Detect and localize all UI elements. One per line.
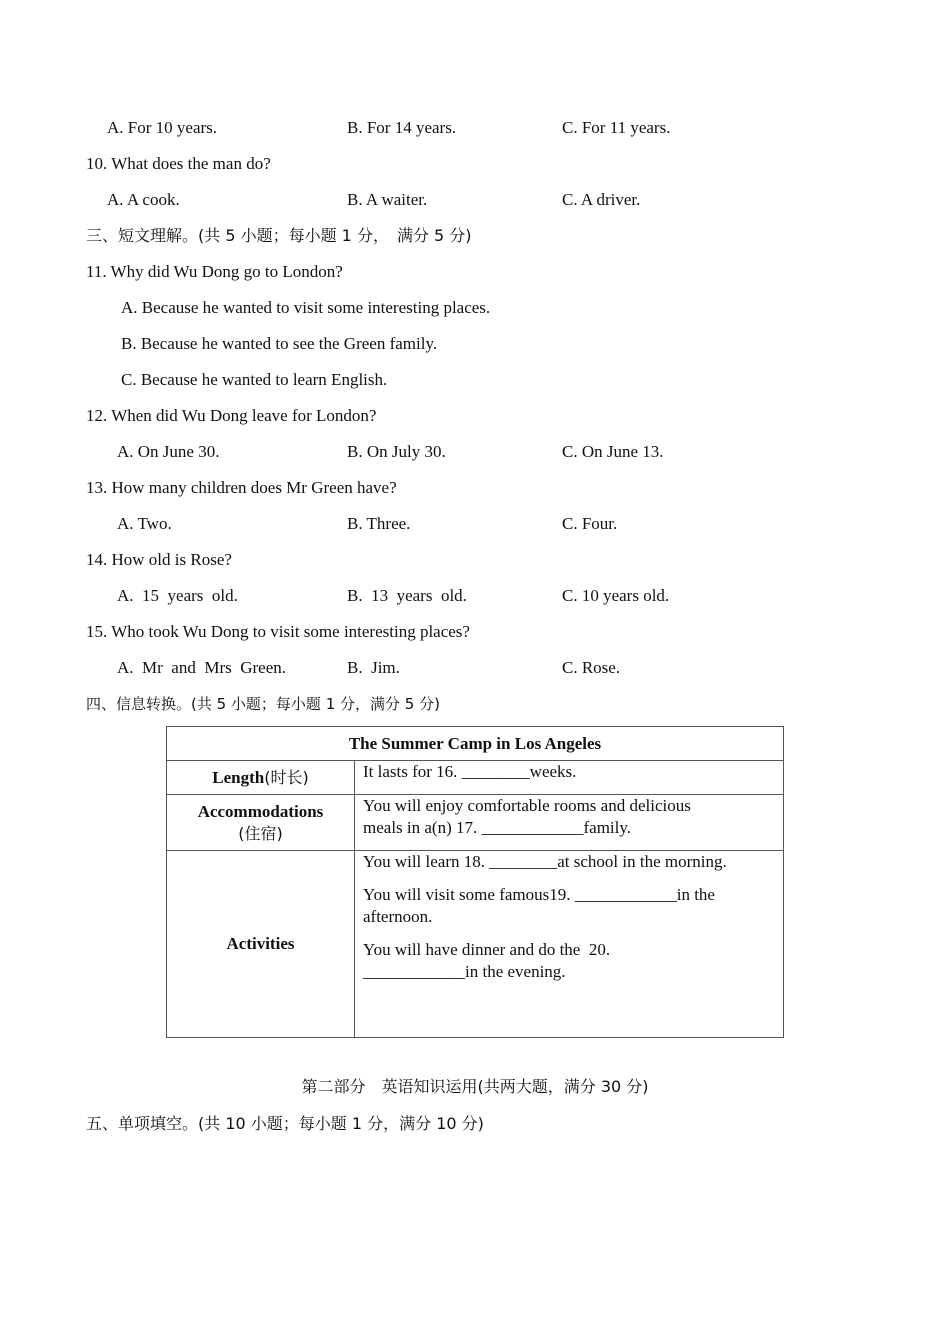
q12-option-a: A. On June 30. <box>117 442 220 461</box>
length-label-cell <box>167 761 355 795</box>
q10-option-a: A. A cook. <box>107 190 180 209</box>
length-label: Length <box>212 767 265 787</box>
q11-option-a: A. Because he wanted to visit some interesting places. <box>121 298 491 317</box>
table-row <box>167 851 784 1038</box>
activity-19-line-1: You will visit some famous19. ____________in the <box>363 885 715 904</box>
accommodation-label: Accommodations <box>197 801 324 821</box>
q13-option-c: C. Four. <box>562 514 618 533</box>
table-row <box>167 795 784 851</box>
activity-19 <box>363 884 775 928</box>
table-title: The Summer Camp in Los Angeles <box>167 727 784 761</box>
accommodation-label-cn: (住宿) <box>238 823 283 843</box>
q13-option-b: B. Three. <box>347 514 411 533</box>
q10-option-c: C. A driver. <box>562 190 641 209</box>
q14-option-c: C. 10 years old. <box>562 586 670 605</box>
q9-option-b: B. For 14 years. <box>347 118 457 137</box>
section5-heading: 五、单项填空。(共 10 小题；每小题 1 分，满分 10 分) <box>86 1114 484 1133</box>
q15-question: 15. Who took Wu Dong to visit some interesting places? <box>86 622 470 641</box>
activity-20-line-1: You will have dinner and do the 20. <box>363 940 611 959</box>
section3-heading: 三、短文理解。(共 5 小题；每小题 1 分， 满分 5 分) <box>86 226 472 245</box>
q10-question: 10. What does the man do? <box>86 154 271 173</box>
q11-option-c: C. Because he wanted to learn English. <box>121 370 388 389</box>
activity-18: You will learn 18. ________at school in the morning. <box>363 852 727 871</box>
q13-option-a: A. Two. <box>117 514 172 533</box>
length-label-cn: (时长) <box>264 767 309 787</box>
q12-option-c: C. On June 13. <box>562 442 664 461</box>
activity-20 <box>363 939 775 983</box>
q13-question: 13. How many children does Mr Green have? <box>86 478 397 497</box>
activities-value <box>355 851 784 1038</box>
q12-option-b: B. On July 30. <box>347 442 446 461</box>
accommodation-value <box>355 795 784 851</box>
length-value: It lasts for 16. ________weeks. <box>355 761 784 795</box>
accommodation-line-2: meals in a(n) 17. ____________family. <box>363 818 632 837</box>
q14-option-a: A. 15 years old. <box>117 586 238 605</box>
activities-label: Activities <box>167 851 355 1038</box>
q10-option-b: B. A waiter. <box>347 190 428 209</box>
q11-question: 11. Why did Wu Dong go to London? <box>86 262 343 281</box>
summer-camp-table <box>166 726 784 1038</box>
section4-heading: 四、信息转换。(共 5 小题；每小题 1 分，满分 5 分) <box>86 695 440 713</box>
part2-heading: 第二部分 英语知识运用(共两大题，满分 30 分) <box>301 1077 649 1096</box>
q9-option-a: A. For 10 years. <box>107 118 218 137</box>
q15-option-a: A. Mr and Mrs Green. <box>117 658 287 677</box>
table-row <box>167 761 784 795</box>
activity-19-line-2: afternoon. <box>363 907 433 926</box>
q11-option-b: B. Because he wanted to see the Green family. <box>121 334 438 353</box>
activity-20-line-2: ____________in the evening. <box>363 962 566 981</box>
q14-question: 14. How old is Rose? <box>86 550 232 569</box>
accommodation-line-1: You will enjoy comfortable rooms and delicious <box>363 796 691 815</box>
accommodation-label-cell <box>167 795 355 851</box>
q15-option-c: C. Rose. <box>562 658 621 677</box>
q12-question: 12. When did Wu Dong leave for London? <box>86 406 377 425</box>
q14-option-b: B. 13 years old. <box>347 586 467 605</box>
q15-option-b: B. Jim. <box>347 658 400 677</box>
q9-option-c: C. For 11 years. <box>562 118 671 137</box>
